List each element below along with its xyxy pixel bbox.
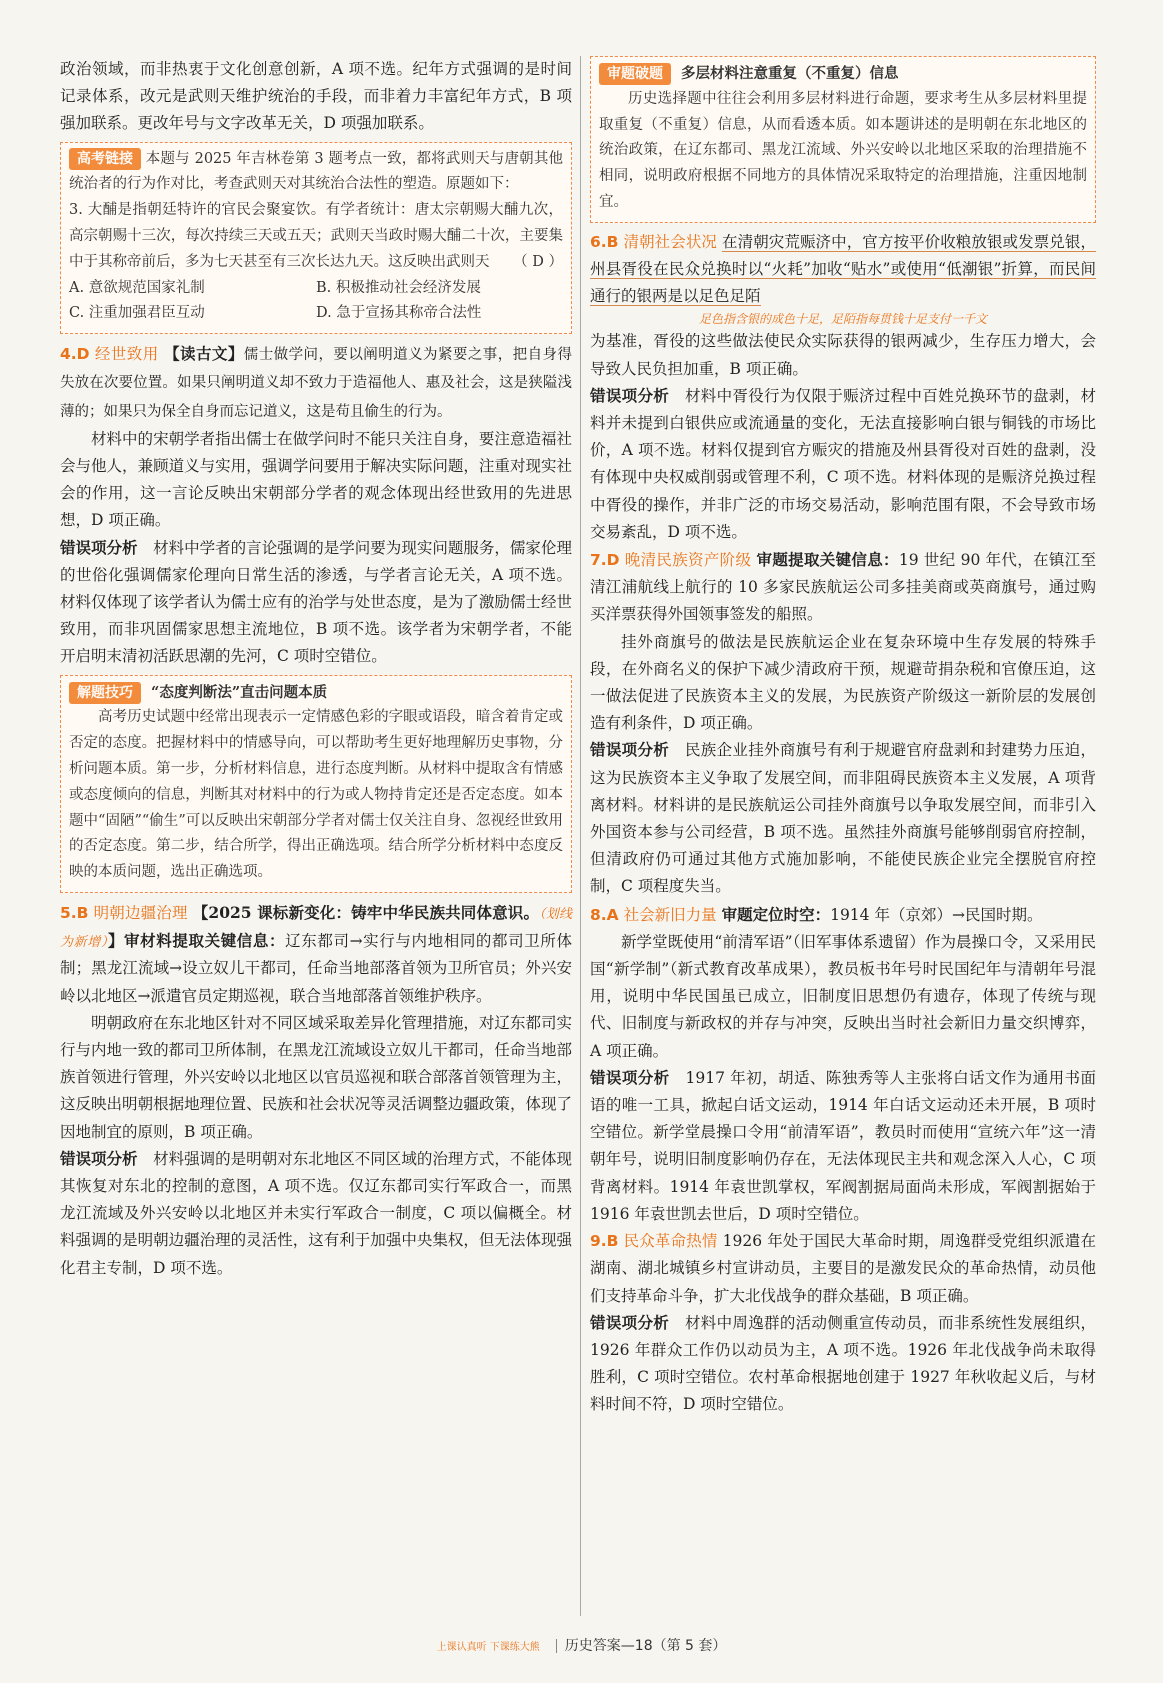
column-divider bbox=[580, 56, 581, 1616]
gaokao-question: 3. 大酺是指朝廷特许的官民会聚宴饮。有学者统计：唐太宗朝赐大酺九次，高宗朝赐十三次，每次持续三天或五天；武则天当政时赐大酺二十次，主要集中于其称帝前后，多为七天甚至有三次长达九天。这反映出武则天 （ D ） bbox=[69, 198, 563, 275]
footer-page-label: 历史答案—18（第 5 套） bbox=[564, 1637, 727, 1654]
q8-tag: 社会新旧力量 bbox=[623, 905, 717, 924]
q5-tag: 明朝边疆治理 bbox=[93, 904, 188, 922]
q7-number: 7.D bbox=[590, 551, 620, 570]
review-title: 多层材料注意重复（不重复）信息 bbox=[681, 65, 899, 82]
q7-tag: 晚清民族资产阶级 bbox=[624, 551, 752, 570]
q5-analysis: 明朝政府在东北地区针对不同区域采取差异化管理措施，对辽东都司实行与内地一致的都司卫所体制，在黑龙江流域设立奴儿干都司，任命当地部族首领进行管理，外兴安岭以北地区以官员巡视和联合部落首领管理为主，这反映出明朝根据地理位置、民族和社会状况等灵活调整边疆政策，体现了因地制宜的原则，B 项正确。 bbox=[60, 1013, 572, 1141]
option-b: B. 积极推动社会经济发展 bbox=[316, 279, 481, 296]
q5-error-label: 错误项分析 bbox=[60, 1149, 138, 1168]
option-c: C. 注重加强君臣互动 bbox=[69, 305, 205, 322]
q8-error-label: 错误项分析 bbox=[590, 1068, 670, 1087]
q9-tag: 民众革命热情 bbox=[623, 1232, 718, 1251]
q8-header bbox=[590, 901, 1096, 929]
tips-box bbox=[60, 675, 572, 893]
q3-tail-paragraph: 政治领域，而非热衷于文化创意创新，A 项不选。纪年方式强调的是时间记录体系，改元是武则天维护统治的手段，而非着力丰富纪年方式，B 项强加联系。更改年号与文字改革无关，D 项强加联系。 bbox=[60, 60, 572, 133]
q7-error-label: 错误项分析 bbox=[590, 741, 670, 760]
q7-analysis: 挂外商旗号的做法是民族航运企业在复杂环境中生存发展的特殊手段，在外商名义的保护下减少清政府干预，规避苛捐杂税和官僚压迫，这一做法促进了民族资本主义的发展，为民族资产阶级这一新阶层的发展创造有利条件，D 项正确。 bbox=[590, 632, 1096, 733]
q6-error: 错误项分析 材料中胥役行为仅限于赈济过程中百姓兑换环节的盘剥，材料并未提到白银供应或流通量的变化，无法直接影响白银与铜钱的市场比价，A 项不选。材料仅提到官方赈灾的措施及州县胥役对百姓的盘剥，没有体现中央权威削弱或管理不利，C 项不选。材料体现的是赈济兑换过程中胥役的操作，并非广泛的市场交易活动，影响范围有限，不会导致市场交易紊乱，D 项不选。 bbox=[590, 386, 1096, 541]
q4-header bbox=[60, 340, 572, 426]
q5-header: 5.B 明朝边疆治理 【2025 课标新变化：铸牢中华民族共同体意识。（划线为新增）】审材料提取关键信息：辽东都司→实行与内地相同的都司卫所体制；黑龙江流域→设立奴儿干都司，任命当地部落首领为卫所官员；外兴安岭以北地区→派遣官员定期巡视，联合当地部落首领维护秩序。 bbox=[60, 903, 572, 1005]
q6-number: 6.B bbox=[590, 232, 619, 251]
gaokao-options bbox=[69, 276, 563, 328]
q7-label: 审题提取关键信息： bbox=[756, 550, 899, 570]
q7-error: 错误项分析 民族企业挂外商旗号有利于规避官府盘剥和封建势力压迫，这为民族资本主义争取了发展空间，而非阻碍民族资本主义发展，A 项背离材料。材料讲的是民族航运公司挂外商旗号以争取发展空间，而非引入外国资本参与公司经营，B 项不选。虽然挂外商旗号能够削弱官府控制，但清政府仍可通过其他方式施加影响，不能使民族企业完全摆脱官府控制，C 项程度失当。 bbox=[590, 741, 1096, 896]
q5-number: 5.B bbox=[60, 904, 89, 922]
q4-tag: 经世致用 bbox=[94, 345, 159, 364]
q9-text: 1926 年处于国民大革命时期，周逸群受党组织派遣在湖南、湖北城镇乡村宣讲动员，主要目的是激发民众的革命热情，动员他们支持革命斗争，扩大北伐战争的群众基础，B 项正确。 bbox=[590, 1232, 1096, 1305]
q6-text-b: 为基准，胥役的这些做法使民众实际获得的银两减少，生存压力增大，会导致人民负担加重，B 项正确。 bbox=[590, 332, 1096, 378]
gaokao-answer: （ D ） bbox=[513, 253, 563, 270]
q8-analysis: 新学堂既使用“前清军语”（旧军事体系遗留）作为晨操口令，又采用民国“新学制”（新式教育改革成果），教员板书年号时民国纪年与清朝年号混用，说明中华民国虽已成立，旧制度旧思想仍有遗存，体现了传统与现代、旧制度与新政权的并存与冲突，反映出当时社会新旧力量交织博弈，A 项正确。 bbox=[590, 932, 1096, 1060]
gaokao-badge: 高考链接 bbox=[69, 148, 141, 170]
q9-header bbox=[590, 1228, 1096, 1310]
q4-label: 【读古文】 bbox=[164, 344, 244, 364]
q4-number: 4.D bbox=[60, 345, 90, 364]
q9-number: 9.B bbox=[590, 1232, 619, 1251]
q5-note: （划线为新增） bbox=[60, 907, 572, 951]
q6-text-a: 在清朝灾荒赈济中，官方按平价收粮放银或发票兑银，州县胥役在民众兑换时以“火耗”加收“贴水”或使用“低潮银”折算，而民间通行的银两是以足色足陌 bbox=[590, 232, 1096, 306]
q4-error-label: 错误项分析 bbox=[60, 538, 138, 557]
tips-badge: 解题技巧 bbox=[69, 682, 141, 704]
q5-key: 辽东都司→实行与内地相同的都司卫所体制；黑龙江流域→设立奴儿干都司，任命当地部落首领为卫所官员；外兴安岭以北地区→派遣官员定期巡视，联合当地部落首领维护秩序。 bbox=[60, 932, 572, 1005]
q9-error: 错误项分析 材料中周逸群的活动侧重宣传动员，而非系统性发展组织，1926 年群众工作仍以动员为主，A 项不选。1926 年北伐战争尚未取得胜利，C 项时空错位。农村革命根据地创建于 1927 年秋收起义后，与材料时间不符，D 项时空错位。 bbox=[590, 1313, 1096, 1414]
q6-note: 足色指含银的成色十足，足陌指每贯钱十足支付一千文 bbox=[698, 312, 987, 327]
q4-analysis: 材料中的宋朝学者指出儒士在做学问时不能只关注自身，要注意造福社会与他人，兼顾道义与实用，强调学问要用于解决实际问题，注重对现实社会的作用，这一言论反映出宋朝部分学者的观念体现出经世致用的先进思想，D 项正确。 bbox=[60, 429, 572, 530]
q8-key: 1914 年（京郊）→民国时期。 bbox=[830, 905, 1043, 924]
q8-number: 8.A bbox=[590, 905, 619, 924]
q4-classical: 儒士做学问，要以阐明道义为紧要之事，把自身得失放在次要位置。如果只阐明道义却不致力于造福他人、惠及社会，这是狭隘浅薄的；如果只为保全自身而忘记道义，这是苟且偷生的行为。 bbox=[60, 347, 572, 420]
option-a: A. 意欲规范国家礼制 bbox=[69, 279, 205, 296]
gaokao-link-box bbox=[60, 142, 572, 335]
review-box bbox=[590, 56, 1096, 223]
gaokao-text: 本题与 2025 年吉林卷第 3 题考点一致，都将武则天与唐朝其他统治者的行为作对比，考查武则天对其统治合法性的塑造。原题如下： bbox=[69, 150, 564, 193]
q9-error-label: 错误项分析 bbox=[590, 1313, 670, 1332]
q5-error: 错误项分析 材料强调的是明朝对东北地区不同区域的治理方式，不能体现其恢复对东北的控制的意图，A 项不选。仅辽东都司实行军政合一，而黑龙江流域及外兴安岭以北地区并未实行军政合一制度，C 项以偏概全。材料强调的是明朝边疆治理的灵活性，这有利于加强中央集权，但无法体现强化君主专制，D 项不选。 bbox=[60, 1149, 572, 1277]
left-column bbox=[60, 56, 572, 1282]
q6-tag: 清朝社会状况 bbox=[623, 232, 718, 251]
q6-error-label: 错误项分析 bbox=[590, 386, 670, 405]
q6-header bbox=[590, 229, 1096, 311]
q4-error: 错误项分析 材料中学者的言论强调的是学问要为现实问题服务，儒家伦理的世俗化强调儒家伦理向日常生活的渗透，与学者言论无关，A 项不选。材料仅体现了该学者认为儒士应有的治学与处世态度，是为了激励儒士经世致用，而非巩固儒家思想主流地位，B 项不选。该学者为宋朝学者，不能开启明末清初活跃思潮的先河，C 项时空错位。 bbox=[60, 538, 572, 666]
q8-error: 错误项分析 1917 年初，胡适、陈独秀等人主张将白话文作为通用书面语的唯一工具，掀起白话文运动，1914 年白话文运动还未开展，B 项时空错位。新学堂晨操口令用“前清军语”，教员时而使用“宣统六年”这一清朝年号，说明旧制度影响仍存在，无法体现民主共和观念深入人心，C 项背离材料。1914 年袁世凯掌权，军阀割据局面尚未形成，军阀割据始于 1916 年袁世凯去世后，D 项时空错位。 bbox=[590, 1068, 1096, 1223]
option-d: D. 急于宣扬其称帝合法性 bbox=[316, 305, 482, 322]
q8-label: 审题定位时空： bbox=[721, 904, 831, 924]
right-column bbox=[590, 56, 1096, 1419]
q7-key: 19 世纪 90 年代，在镇江至清江浦航线上航行的 10 多家民族航运公司多挂美商或英商旗号，通过购买洋票获得外国领事签发的船照。 bbox=[590, 551, 1096, 624]
tips-text: 高考历史试题中经常出现表示一定情感色彩的字眼或语段，暗含着肯定或否定的态度。把握材料中的情感导向，可以帮助考生更好地理解历史事物，分析问题本质。第一步，分析材料信息，进行态度判断。从材料中提取含有情感或态度倾向的信息，判断其对材料中的行为或人物持肯定还是否定态度。如本题中“固陋”“偷生”可以反映出宋朝部分学者对儒士仅关注自身、忽视经世致用的否定态度。第二步，结合所学，得出正确选项。结合所学分析材料中态度反映的本质问题，选出正确选项。 bbox=[69, 709, 563, 881]
footer-separator bbox=[556, 1639, 557, 1653]
tips-title: “态度判断法”直击问题本质 bbox=[151, 683, 328, 701]
q7-header bbox=[590, 546, 1096, 629]
page-footer bbox=[0, 1633, 1163, 1661]
review-text: 历史选择题中往往会利用多层材料进行命题，要求考生从多层材料里提取重复（不重复）信息，从而看透本质。如本题讲述的是明朝在东北地区的统治政策，在辽东都司、黑龙江流域、外兴安岭以北地区采取的治理措施不相同，说明政府根据不同地方的具体情况采取特定的治理措施，注重因地制宜。 bbox=[599, 90, 1087, 210]
review-badge: 审题破题 bbox=[599, 63, 671, 85]
footer-logo: 上课认真听 下课练大熊 bbox=[436, 1641, 540, 1653]
